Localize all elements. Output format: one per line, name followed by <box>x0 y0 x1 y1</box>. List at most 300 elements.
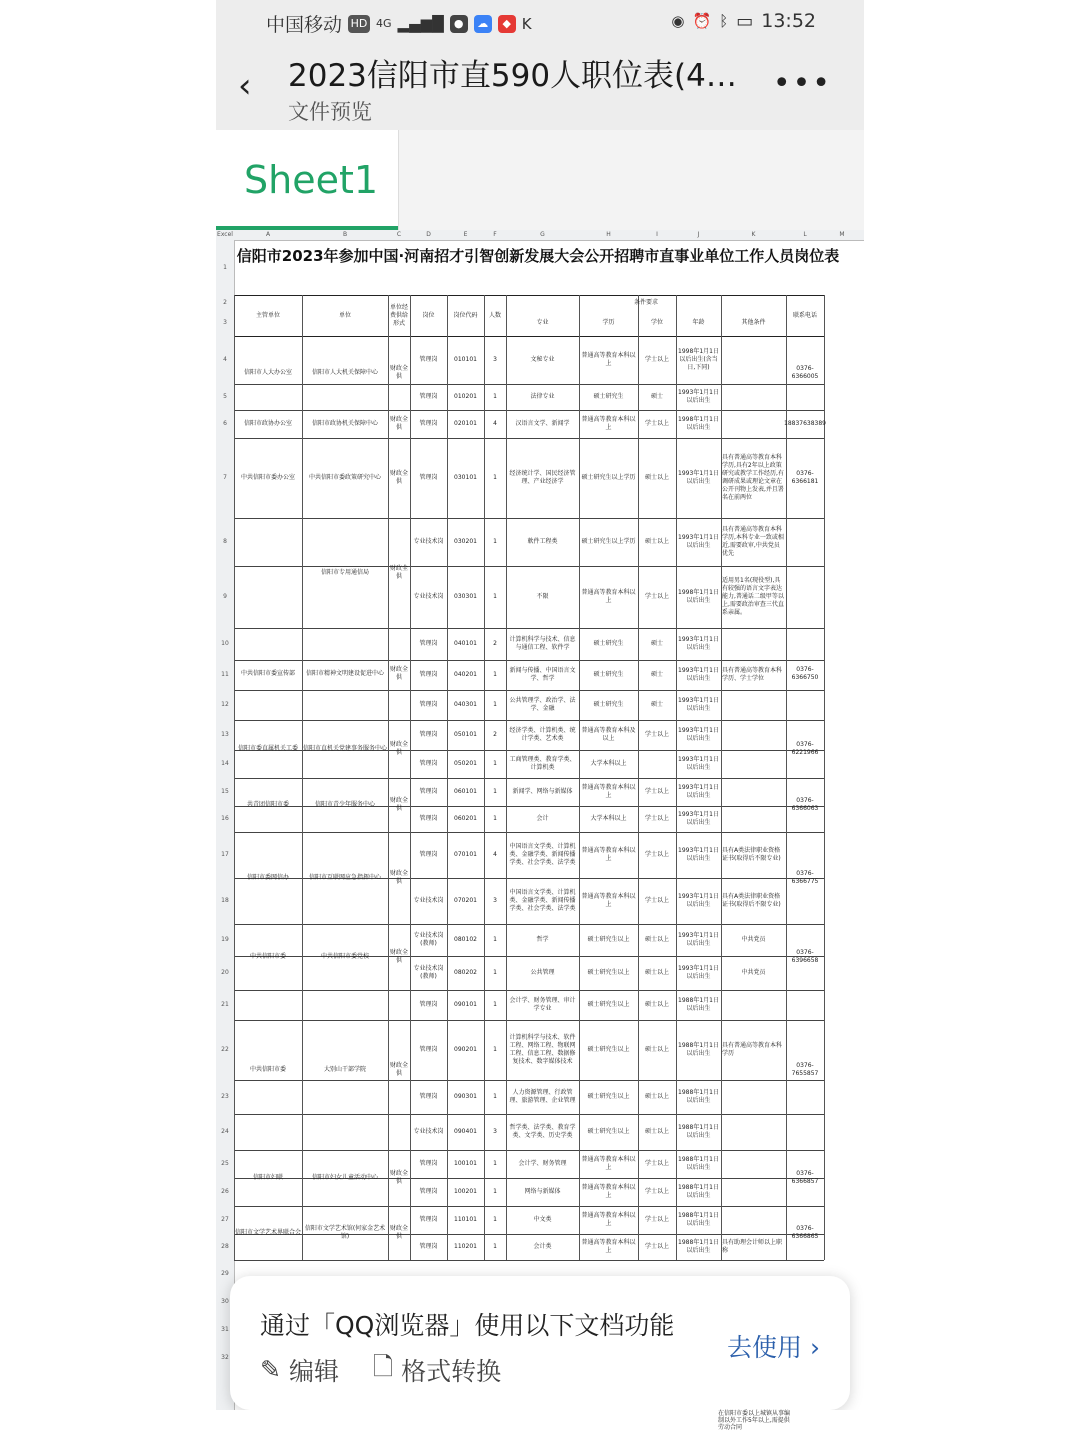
header-dept: 主管单位 <box>255 311 280 319</box>
clock: 13:52 <box>761 10 816 32</box>
cell-dept: 信阳市委网信办 <box>246 874 289 881</box>
cell-code: 090101 <box>454 1001 477 1008</box>
cell-post: 管理岗 <box>419 474 438 481</box>
cell-degree: 硕士以上 <box>644 969 669 976</box>
left-margin <box>0 0 216 1440</box>
app-icon: ◆ <box>498 15 516 33</box>
cell-age: 1993年1月1日以后出生 <box>678 811 719 826</box>
row-number: 21 <box>221 1001 229 1008</box>
cell-count: 1 <box>493 1216 497 1223</box>
cell-other: 中共党员 <box>741 969 766 976</box>
cell-unit: 信阳市精神文明建设促进中心 <box>305 670 384 677</box>
cell-dept: 中共信阳市委 <box>249 1066 286 1073</box>
cell-age: 1988年1月1日以后出生 <box>678 1184 719 1199</box>
bottom-note-strip <box>216 1410 864 1440</box>
cell-post: 管理岗 <box>419 393 438 400</box>
cell-degree: 硕士以上 <box>644 1001 669 1008</box>
spreadsheet-view[interactable] <box>216 230 864 1440</box>
cell-dept: 信阳市人大办公室 <box>243 369 292 376</box>
cell-degree: 硕士 <box>650 640 663 647</box>
hd-badge: HD <box>348 15 370 33</box>
column-letter: D <box>426 231 431 238</box>
row-number: 18 <box>221 897 229 904</box>
cell-code: 080202 <box>454 969 477 976</box>
cell-degree: 学士以上 <box>644 788 669 795</box>
cell-age: 1993年1月1日以后出生 <box>678 965 719 980</box>
cell-count: 2 <box>493 731 497 738</box>
row-number: 28 <box>221 1243 229 1250</box>
cell-post: 管理岗 <box>419 760 438 767</box>
top-bar <box>216 44 864 130</box>
row-number: 16 <box>221 815 229 822</box>
cell-count: 1 <box>493 701 497 708</box>
cell-dept: 共青团信阳市委 <box>246 801 289 808</box>
cell-degree: 学士以上 <box>644 593 669 600</box>
cell-count: 3 <box>493 356 497 363</box>
row-number: 3 <box>223 319 227 326</box>
cell-age: 1988年1月1日以后出生 <box>678 1089 719 1104</box>
row-number: 11 <box>221 671 229 678</box>
bottom-note: 在信阳市委以上城镇从事编制以外工作5年以上,需提供劳动合同 <box>718 1410 791 1431</box>
cell-phone: 0376-6366063 <box>791 797 819 812</box>
status-bar <box>216 0 864 44</box>
cell-major: 会计 <box>536 815 549 822</box>
cell-phone: 0376-6366857 <box>791 1170 819 1185</box>
cell-degree: 硕士以上 <box>644 474 669 481</box>
cell-degree: 学士以上 <box>644 851 669 858</box>
cell-age: 1993年1月1日以后出生 <box>678 756 719 771</box>
cell-education: 普通高等教育本科以上 <box>581 1184 636 1199</box>
cell-age: 1993年1月1日以后出生 <box>678 932 719 947</box>
cell-phone: 0376-6366750 <box>791 666 819 681</box>
cell-count: 1 <box>493 788 497 795</box>
cell-education: 硕士研究生以上 <box>587 969 630 976</box>
row-number: 5 <box>223 393 227 400</box>
edit-label: 编辑 <box>288 1356 339 1386</box>
cell-major: 新闻与传播、中国语言文学、哲学 <box>509 667 576 682</box>
row-number: 23 <box>221 1093 229 1100</box>
row-number: 14 <box>221 760 229 767</box>
cell-major: 网络与新媒体 <box>524 1188 561 1195</box>
cell-major: 中国语言文学类、计算机类、金融学类、新闻传播学类、社会学类、法学类 <box>509 843 576 866</box>
cell-code: 100201 <box>454 1188 477 1195</box>
cell-code: 040201 <box>454 671 477 678</box>
header-phone: 联系电话 <box>792 311 817 319</box>
header-post: 岗位 <box>422 311 435 319</box>
cell-major: 哲学类、法学类、教育学类、文学类、历史学类 <box>509 1124 576 1139</box>
cell-phone: 0376-6366775 <box>791 870 819 885</box>
cell-degree: 硕士以上 <box>644 1093 669 1100</box>
cell-count: 1 <box>493 1160 497 1167</box>
cell-post: 管理岗 <box>419 731 438 738</box>
header-code: 岗位代码 <box>453 311 478 319</box>
popup-tools <box>260 1348 501 1391</box>
cell-funding: 财政全供 <box>389 1170 408 1185</box>
cell-count: 1 <box>493 760 497 767</box>
row-number: 22 <box>221 1046 229 1053</box>
cell-phone: 0376-6396658 <box>791 949 819 964</box>
cell-dept: 中共信阳市委宣传部 <box>240 670 295 677</box>
row-number: 9 <box>223 593 227 600</box>
cell-age: 1993年1月1日以后出生 <box>678 893 719 908</box>
cell-major: 工商管理类、教育学类、计算机类 <box>509 756 576 771</box>
cell-post: 管理岗 <box>419 851 438 858</box>
right-margin <box>864 0 1080 1440</box>
row-number: 7 <box>223 474 227 481</box>
cell-phone: 0376-6221966 <box>791 741 819 756</box>
battery-icon: ▭ <box>736 10 754 32</box>
cell-education: 硕士研究生 <box>593 701 624 708</box>
cell-post: 管理岗 <box>419 788 438 795</box>
cell-unit: 信阳市专用通信局 <box>320 569 369 576</box>
cell-unit: 信阳市文学艺术馆(何家金艺术馆) <box>304 1225 386 1240</box>
cell-education: 普通高等教育本科及以上 <box>581 727 636 742</box>
column-letter: B <box>342 231 348 238</box>
cell-age: 1993年1月1日以后出生 <box>678 697 719 712</box>
file-title: 2023信阳市直590人职位表(4… <box>288 58 737 94</box>
cell-post: 管理岗 <box>419 1243 438 1250</box>
row-number: 6 <box>223 420 227 427</box>
cell-education: 普通高等教育本科以上 <box>581 1239 636 1254</box>
cell-other: 具有普通高等教育本科学历、学士学位 <box>722 667 783 682</box>
more-icon[interactable]: ••• <box>772 66 832 101</box>
cell-post: 专业技术岗 <box>413 593 444 600</box>
cell-education: 普通高等教育本科以上 <box>581 352 636 367</box>
cell-post: 管理岗 <box>419 1188 438 1195</box>
column-letter: A <box>265 231 271 238</box>
cell-age: 1993年1月1日以后出生 <box>678 667 719 682</box>
column-letter: G <box>540 231 545 238</box>
cell-education: 硕士研究生 <box>593 393 624 400</box>
cell-education: 普通高等教育本科以上 <box>581 847 636 862</box>
cell-other: 具有普通高等教育本科学历,本科专业一致或相近,需要政审,中共党员优先 <box>722 526 784 557</box>
row-number: 8 <box>223 538 227 545</box>
cell-age: 1988年1月1日以后出生 <box>678 1239 719 1254</box>
row-number: 26 <box>221 1188 229 1195</box>
cell-degree: 硕士 <box>650 393 663 400</box>
network-label: 4G <box>376 17 392 30</box>
cell-degree: 学士以上 <box>644 1243 669 1250</box>
cell-count: 2 <box>493 640 497 647</box>
k-icon: K <box>521 14 532 33</box>
row-number: 4 <box>223 356 227 363</box>
cell-phone: 0376-6366005 <box>791 365 819 380</box>
cell-phone: 0376-6366865 <box>791 1225 819 1240</box>
tab-label: Sheet1 <box>244 158 379 202</box>
cell-major: 计算机科学与技术、信息与通信工程、软件学 <box>509 636 576 651</box>
cell-funding: 财政全供 <box>389 416 408 431</box>
column-letter: C <box>396 231 402 238</box>
cell-post: 管理岗 <box>419 815 438 822</box>
row-number: 27 <box>221 1216 229 1223</box>
cell-funding: 财政全供 <box>389 1062 408 1077</box>
cell-education: 硕士研究生以上 <box>587 1093 630 1100</box>
cell-post: 管理岗 <box>419 1216 438 1223</box>
carrier-label: 中国移动 <box>266 14 343 36</box>
cell-age: 1993年1月1日以后出生 <box>678 727 719 742</box>
tab-sheet1[interactable] <box>216 130 399 230</box>
cell-funding: 财政全供 <box>389 797 408 812</box>
cell-degree: 学士以上 <box>644 815 669 822</box>
header-funding: 单位经费供给形式 <box>389 303 408 327</box>
cell-count: 1 <box>493 815 497 822</box>
cell-funding: 财政全供 <box>389 470 408 485</box>
cell-code: 030301 <box>454 593 477 600</box>
cell-funding: 财政全供 <box>389 565 408 580</box>
cell-other: 具有A类法律职业资格证书(取得后不限专业) <box>722 847 781 862</box>
cell-funding: 财政全供 <box>389 741 408 756</box>
column-letter: E <box>463 231 468 238</box>
cell-count: 1 <box>493 671 497 678</box>
use-now-button[interactable] <box>727 1328 820 1364</box>
header-conditions: 条件要求 <box>633 298 658 306</box>
cell-code: 090201 <box>454 1046 477 1053</box>
cell-age: 1998年1月1日以后出生 <box>678 416 719 431</box>
cell-code: 010201 <box>454 393 477 400</box>
column-letter: F <box>493 231 497 238</box>
cell-count: 1 <box>493 593 497 600</box>
header-degree: 学位 <box>650 319 663 326</box>
cell-code: 110201 <box>454 1243 477 1250</box>
chevron-left-icon[interactable]: ‹ <box>238 66 252 106</box>
cell-unit: 信阳市妇女儿童活动中心 <box>311 1174 378 1181</box>
cell-post: 专业技术岗 <box>413 1128 444 1135</box>
cell-code: 040301 <box>454 701 477 708</box>
cell-education: 硕士研究生以上 <box>587 1046 630 1053</box>
cell-major: 会计学、财务管理 <box>518 1160 567 1167</box>
cell-code: 060201 <box>454 815 477 822</box>
cell-code: 030201 <box>454 538 477 545</box>
cell-code: 080102 <box>454 936 477 943</box>
cell-degree: 学士以上 <box>644 356 669 363</box>
cell-count: 1 <box>493 1001 497 1008</box>
cell-funding: 财政全供 <box>389 949 408 964</box>
cell-funding: 财政全供 <box>389 666 408 681</box>
cell-post: 专业技术岗(教师) <box>413 932 444 947</box>
cell-code: 050101 <box>454 731 477 738</box>
cell-count: 3 <box>493 897 497 904</box>
cell-major: 人力资源管理、行政管理、旅游管理、企业管理 <box>509 1089 576 1104</box>
column-letter: M <box>839 231 845 238</box>
header-age: 年龄 <box>692 319 705 326</box>
cell-count: 1 <box>493 1093 497 1100</box>
sheet-tabs <box>216 130 864 230</box>
header-major: 专业 <box>536 319 549 326</box>
column-letter: L <box>803 231 807 238</box>
cell-other: 具有普通高等教育本科学历,具有2年以上政策研究或教学工作经历,有调研成果或理论文章在公开刊物上发表,并且署名在前两位 <box>722 454 784 501</box>
cell-funding: 财政全供 <box>389 365 408 380</box>
cell-major: 汉语言文学、新闻学 <box>515 420 570 427</box>
grid-row-line <box>234 1260 824 1261</box>
row-number: 10 <box>221 640 229 647</box>
alarm-icon: ⏰ <box>692 12 712 30</box>
header-education: 学历 <box>602 319 615 326</box>
cell-education: 硕士研究生以上 <box>587 1128 630 1135</box>
cell-code: 060101 <box>454 788 477 795</box>
cell-post: 管理岗 <box>419 701 438 708</box>
cell-degree: 硕士以上 <box>644 1128 669 1135</box>
row-number: 2 <box>223 299 227 306</box>
cell-education: 硕士研究生 <box>593 640 624 647</box>
cell-post: 专业技术岗(教师) <box>413 965 444 980</box>
column-letter: H <box>606 231 611 238</box>
cell-other: 具有助理会计师以上职称 <box>722 1239 783 1254</box>
cell-age: 1988年1月1日以后出生 <box>678 997 719 1012</box>
cell-code: 020101 <box>454 420 477 427</box>
cell-major: 公共管理 <box>530 969 555 976</box>
edit-icon: ✎ <box>260 1355 281 1384</box>
cell-unit: 大别山干部学院 <box>323 1066 366 1073</box>
cell-major: 公共管理学、政治学、法学、金融 <box>509 697 576 712</box>
cell-degree: 学士以上 <box>644 1216 669 1223</box>
cell-code: 100101 <box>454 1160 477 1167</box>
table-grid <box>234 240 840 1270</box>
cell-unit: 信阳市互联网应急指挥中心 <box>308 874 381 881</box>
cell-age: 1988年1月1日以后出生 <box>678 1212 719 1227</box>
edit-button[interactable] <box>260 1352 339 1388</box>
header-unit: 单位 <box>338 311 351 319</box>
cell-other: 中共党员 <box>741 936 766 943</box>
row-number: 24 <box>221 1128 229 1135</box>
cell-phone: 18837638389 <box>784 420 826 427</box>
cell-post: 管理岗 <box>419 356 438 363</box>
cell-education: 硕士研究生以上 <box>587 1001 630 1008</box>
row-number: 19 <box>221 936 229 943</box>
cell-count: 4 <box>493 420 497 427</box>
cell-count: 1 <box>493 474 497 481</box>
row-number: 29 <box>221 1270 229 1277</box>
cell-degree: 硕士以上 <box>644 1046 669 1053</box>
eye-icon: ◉ <box>671 12 685 30</box>
header-other: 其他条件 <box>741 319 766 326</box>
cell-other: 具有A类法律职业资格证书(取得后不限专业) <box>722 893 781 908</box>
cell-degree: 学士以上 <box>644 731 669 738</box>
cell-major: 会计学、财务管理、审计学专业 <box>509 997 576 1012</box>
cell-major: 法律专业 <box>530 393 555 400</box>
cell-degree <box>639 750 675 778</box>
cell-age: 1988年1月1日以后出生 <box>678 1124 719 1139</box>
cell-code: 070201 <box>454 897 477 904</box>
use-now-label: 去使用 <box>727 1333 803 1362</box>
file-subtitle: 文件预览 <box>288 100 372 124</box>
cell-education: 硕士研究生以上学历 <box>581 538 636 545</box>
cell-major: 中国语言文学类、计算机类、金融学类、新闻传播学类、社会学类、法学类 <box>509 889 576 912</box>
sheet-title: 信阳市2023年参加中国·河南招才引智创新发展大会公开招聘市直事业单位工作人员岗位表 <box>236 247 840 265</box>
bluetooth-icon: ᛒ <box>719 12 729 30</box>
cell-age: 1993年1月1日以后出生 <box>678 784 719 799</box>
cell-education: 普通高等教育本科以上 <box>581 893 636 908</box>
cell-education: 硕士研究生以上 <box>587 936 630 943</box>
header-count: 人数 <box>488 311 501 319</box>
format-convert-button[interactable] <box>373 1348 501 1391</box>
cell-major: 会计类 <box>533 1243 552 1250</box>
row-number: 30 <box>221 1298 229 1305</box>
cell-unit: 信阳市直机关党建事务服务中心 <box>303 745 388 752</box>
cell-degree: 学士以上 <box>644 420 669 427</box>
cell-code: 050201 <box>454 760 477 767</box>
column-letter: K <box>751 231 756 238</box>
cell-unit: 信阳市青少年服务中心 <box>314 801 375 808</box>
cell-major: 经济学类、计算机类、统计学类、艺术类 <box>509 727 576 742</box>
cell-other: 具有普通高等教育本科学历 <box>722 1042 783 1057</box>
grid-col-line <box>824 295 825 1260</box>
cell-major: 文秘专业 <box>530 356 555 363</box>
cell-post: 管理岗 <box>419 1160 438 1167</box>
cell-unit: 中共信阳市委党校 <box>320 953 369 960</box>
cell-age: 1988年1月1日以后出生 <box>678 1156 719 1171</box>
cell-unit: 信阳市人大机关保障中心 <box>311 369 378 376</box>
cell-code: 070101 <box>454 851 477 858</box>
cell-phone: 0376-7655857 <box>791 1062 819 1077</box>
row-number: 32 <box>221 1354 229 1361</box>
cell-degree: 硕士以上 <box>644 936 669 943</box>
cell-post: 管理岗 <box>419 1046 438 1053</box>
cell-code: 090401 <box>454 1128 477 1135</box>
cell-major: 计算机科学与技术、软件工程、网络工程、物联网工程、信息工程、数据修复技术、数字媒体技术 <box>509 1034 576 1065</box>
chevron-right-icon: › <box>810 1333 820 1362</box>
cell-education: 普通高等教育本科以上 <box>581 1156 636 1171</box>
row-number: 31 <box>221 1326 229 1333</box>
cell-dept: 信阳市委直属机关工委 <box>237 745 298 752</box>
row-number: 1 <box>223 264 227 271</box>
cell-post: 管理岗 <box>419 640 438 647</box>
cell-count: 1 <box>493 1046 497 1053</box>
cell-code: 010101 <box>454 356 477 363</box>
cell-degree: 硕士 <box>650 671 663 678</box>
convert-label: 格式转换 <box>401 1356 502 1386</box>
cell-other: 适用男1名(现役型),具有较强的语言文字表达能力,普通话二级甲等以上,需要政治审查三代直系亲属。 <box>722 577 784 616</box>
cell-post: 管理岗 <box>419 420 438 427</box>
cell-age: 1993年1月1日以后出生 <box>678 847 719 862</box>
cell-major: 不限 <box>536 593 549 600</box>
cell-count: 1 <box>493 1188 497 1195</box>
qq-browser-popup <box>230 1276 850 1410</box>
signal-icon: ▂▄▆█ <box>397 14 444 33</box>
cell-education: 普通高等教育本科以上 <box>581 1212 636 1227</box>
cell-count: 1 <box>493 969 497 976</box>
row-number: 25 <box>221 1160 229 1167</box>
cell-post: 管理岗 <box>419 1001 438 1008</box>
cell-degree: 学士以上 <box>644 1188 669 1195</box>
cell-post: 专业技术岗 <box>413 897 444 904</box>
cell-age: 1988年1月1日以后出生 <box>678 1042 719 1057</box>
cell-education: 大学本科以上 <box>590 815 627 822</box>
qq-icon: ● <box>450 15 468 33</box>
cloud-icon: ☁ <box>474 15 492 33</box>
cell-degree: 硕士以上 <box>644 538 669 545</box>
cell-major: 哲学 <box>536 936 549 943</box>
cell-education: 大学本科以上 <box>590 760 627 767</box>
cell-count: 4 <box>493 851 497 858</box>
row-number: 20 <box>221 969 229 976</box>
cell-dept: 中共信阳市委 <box>249 953 286 960</box>
cell-age: 1993年1月1日以后出生 <box>678 534 719 549</box>
cell-unit: 信阳市政协机关保障中心 <box>311 420 378 427</box>
cell-major: 中文类 <box>533 1216 552 1223</box>
cell-code: 110101 <box>454 1216 477 1223</box>
cell-degree: 学士以上 <box>644 897 669 904</box>
column-letter: J <box>697 231 700 238</box>
cell-code: 040101 <box>454 640 477 647</box>
cell-code: 090301 <box>454 1093 477 1100</box>
app-label: Excel <box>217 231 233 238</box>
cell-funding: 财政全供 <box>389 1225 408 1240</box>
cell-dept: 中共信阳市委办公室 <box>240 474 295 481</box>
cell-phone: 0376-6366181 <box>791 470 819 485</box>
cell-education: 硕士研究生 <box>593 671 624 678</box>
row-number: 15 <box>221 788 229 795</box>
cell-education: 普通高等教育本科以上 <box>581 784 636 799</box>
